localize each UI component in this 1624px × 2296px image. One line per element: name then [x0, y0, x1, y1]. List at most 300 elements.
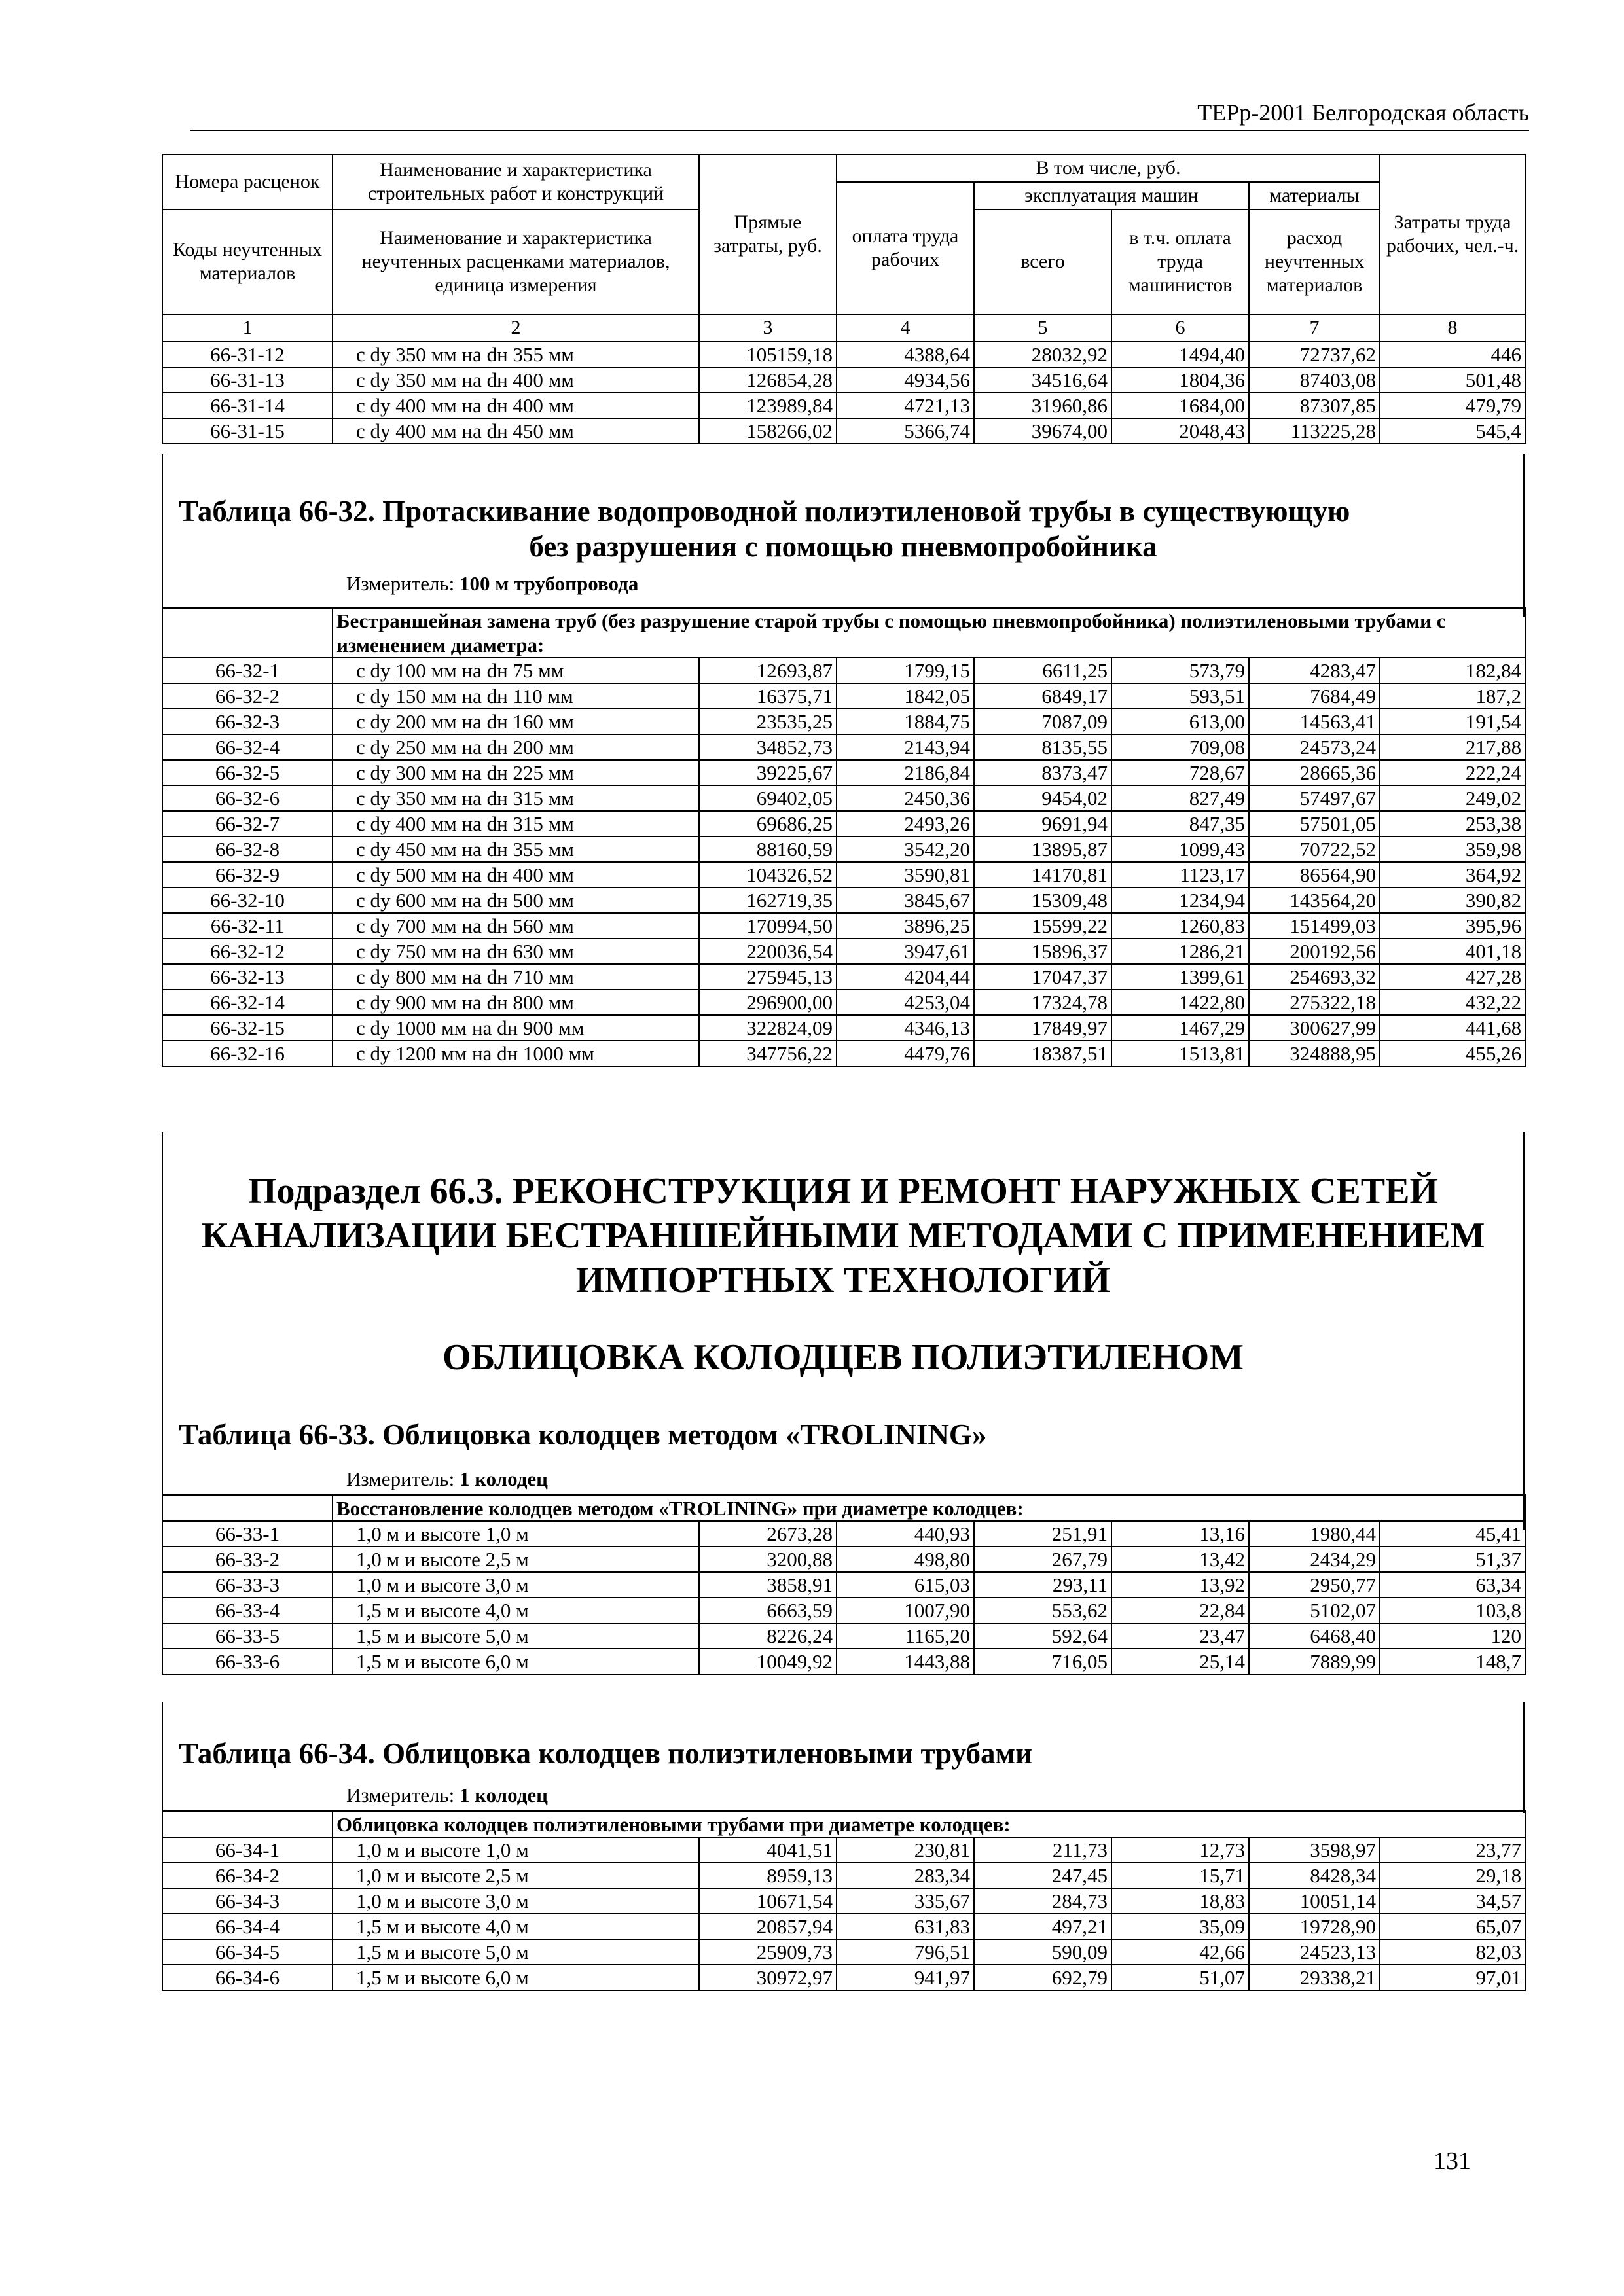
value-cell: 143564,20 — [1249, 888, 1380, 913]
rate-code-cell: 66-32-11 — [162, 913, 333, 939]
description-cell: с dу 400 мм на dн 400 мм — [333, 393, 699, 418]
value-cell: 300627,99 — [1249, 1015, 1380, 1041]
value-cell: 12693,87 — [699, 658, 837, 683]
description-cell: 1,5 м и высоте 6,0 м — [333, 1649, 699, 1674]
table-row — [162, 367, 1525, 393]
value-cell: 23535,25 — [699, 709, 837, 734]
table-66-33-title: Таблица 66-33. Облицовка колодцев методом «TROLINING» — [179, 1418, 987, 1451]
value-cell: 2186,84 — [837, 760, 974, 785]
description-cell: 1,5 м и высоте 5,0 м — [333, 1939, 699, 1965]
value-cell: 14170,81 — [974, 862, 1111, 888]
description-cell: с dу 350 мм на dн 315 мм — [333, 785, 699, 811]
value-cell: 10049,92 — [699, 1649, 837, 1674]
value-cell: 158266,02 — [699, 418, 837, 444]
value-cell: 1234,94 — [1111, 888, 1249, 913]
value-cell: 191,54 — [1380, 709, 1525, 734]
value-cell: 22,84 — [1111, 1598, 1249, 1623]
value-cell: 162719,35 — [699, 888, 837, 913]
table-66-34-measure: Измеритель: 1 колодец — [346, 1784, 549, 1806]
description-cell: с dу 1200 мм на dн 1000 мм — [333, 1041, 699, 1066]
value-cell: 3858,91 — [699, 1572, 837, 1598]
value-cell: 4479,76 — [837, 1041, 974, 1066]
value-cell: 14563,41 — [1249, 709, 1380, 734]
value-cell: 573,79 — [1111, 658, 1249, 683]
value-cell: 275945,13 — [699, 964, 837, 990]
value-cell: 4934,56 — [837, 367, 974, 393]
table-row — [162, 1939, 1525, 1965]
column-numbers-row: 1 2 3 4 5 6 7 8 — [162, 314, 1525, 342]
value-cell: 19728,90 — [1249, 1914, 1380, 1939]
value-cell: 4388,64 — [837, 342, 974, 367]
table-row — [162, 1015, 1525, 1041]
table-66-32 — [162, 607, 1526, 1067]
value-cell: 941,97 — [837, 1965, 974, 1990]
table-66-34-subheader: Облицовка колодцев полиэтиленовыми трубами при диаметре колодцев: — [333, 1811, 1525, 1837]
description-cell: 1,0 м и высоте 2,5 м — [333, 1547, 699, 1572]
value-cell: 455,26 — [1380, 1041, 1525, 1066]
description-cell: с dу 150 мм на dн 110 мм — [333, 683, 699, 709]
description-cell: с dу 400 мм на dн 315 мм — [333, 811, 699, 836]
value-cell: 293,11 — [974, 1572, 1111, 1598]
table-row — [162, 760, 1525, 785]
table-row — [162, 913, 1525, 939]
rate-code-cell: 66-34-4 — [162, 1914, 333, 1939]
rate-code-cell: 66-32-5 — [162, 760, 333, 785]
col-labor-hours: Затраты труда рабочих, чел.-ч. — [1380, 154, 1525, 314]
table-row — [162, 1965, 1525, 1990]
rate-code-cell: 66-32-9 — [162, 862, 333, 888]
value-cell: 553,62 — [974, 1598, 1111, 1623]
value-cell: 1099,43 — [1111, 836, 1249, 862]
value-cell: 211,73 — [974, 1837, 1111, 1863]
table-row — [162, 990, 1525, 1015]
value-cell: 29,18 — [1380, 1863, 1525, 1888]
value-cell: 364,92 — [1380, 862, 1525, 888]
table-row — [162, 1572, 1525, 1598]
value-cell: 29338,21 — [1249, 1965, 1380, 1990]
rate-code-cell: 66-32-8 — [162, 836, 333, 862]
value-cell: 590,09 — [974, 1939, 1111, 1965]
value-cell: 17047,37 — [974, 964, 1111, 990]
table-66-32-title-line1: Таблица 66-32. Протаскивание водопроводной полиэтиленовой трубы в существующую — [179, 495, 1350, 528]
value-cell: 87307,85 — [1249, 393, 1380, 418]
value-cell: 1804,36 — [1111, 367, 1249, 393]
table-row — [162, 734, 1525, 760]
description-cell: 1,0 м и высоте 1,0 м — [333, 1521, 699, 1547]
col-code-sub: Коды неучтенных материалов — [162, 209, 333, 314]
value-cell: 2434,29 — [1249, 1547, 1380, 1572]
value-cell: 1007,90 — [837, 1598, 974, 1623]
table-66-33 — [162, 1494, 1526, 1675]
value-cell: 1842,05 — [837, 683, 974, 709]
value-cell: 200192,56 — [1249, 939, 1380, 964]
table-66-33-measure: Измеритель: 1 колодец — [346, 1467, 549, 1490]
value-cell: 2950,77 — [1249, 1572, 1380, 1598]
table-row — [162, 683, 1525, 709]
table-row — [162, 418, 1525, 444]
value-cell: 34516,64 — [974, 367, 1111, 393]
value-cell: 15309,48 — [974, 888, 1111, 913]
section-heading: ОБЛИЦОВКА КОЛОДЦЕВ ПОЛИЭТИЛЕНОМ — [442, 1337, 1244, 1378]
rate-code-cell: 66-34-6 — [162, 1965, 333, 1990]
value-cell: 18387,51 — [974, 1041, 1111, 1066]
value-cell: 25,14 — [1111, 1649, 1249, 1674]
rate-code-cell: 66-32-12 — [162, 939, 333, 964]
rate-code-cell: 66-33-1 — [162, 1521, 333, 1547]
value-cell: 23,77 — [1380, 1837, 1525, 1863]
value-cell: 267,79 — [974, 1547, 1111, 1572]
value-cell: 10051,14 — [1249, 1888, 1380, 1914]
value-cell: 440,93 — [837, 1521, 974, 1547]
value-cell: 7889,99 — [1249, 1649, 1380, 1674]
value-cell: 253,38 — [1380, 811, 1525, 836]
value-cell: 6611,25 — [974, 658, 1111, 683]
value-cell: 23,47 — [1111, 1623, 1249, 1649]
col-machines-total: всего — [974, 209, 1111, 314]
value-cell: 20857,94 — [699, 1914, 837, 1939]
value-cell: 170994,50 — [699, 913, 837, 939]
rate-code-cell: 66-32-3 — [162, 709, 333, 734]
value-cell: 13,42 — [1111, 1547, 1249, 1572]
rate-code-cell: 66-32-16 — [162, 1041, 333, 1066]
value-cell: 497,21 — [974, 1914, 1111, 1939]
table-66-32-measure: Измеритель: 100 м трубопровода — [346, 572, 639, 595]
value-cell: 251,91 — [974, 1521, 1111, 1547]
value-cell: 324888,95 — [1249, 1041, 1380, 1066]
rate-code-cell: 66-31-13 — [162, 367, 333, 393]
value-cell: 35,09 — [1111, 1914, 1249, 1939]
value-cell: 3598,97 — [1249, 1837, 1380, 1863]
description-cell: с dу 750 мм на dн 630 мм — [333, 939, 699, 964]
value-cell: 395,96 — [1380, 913, 1525, 939]
value-cell: 427,28 — [1380, 964, 1525, 990]
table-row — [162, 1649, 1525, 1674]
description-cell: с dу 500 мм на dн 400 мм — [333, 862, 699, 888]
value-cell: 3947,61 — [837, 939, 974, 964]
value-cell: 4283,47 — [1249, 658, 1380, 683]
description-cell: с dу 700 мм на dн 560 мм — [333, 913, 699, 939]
value-cell: 4721,13 — [837, 393, 974, 418]
value-cell: 1799,15 — [837, 658, 974, 683]
table-row — [162, 1888, 1525, 1914]
rate-code-cell: 66-33-5 — [162, 1623, 333, 1649]
value-cell: 6663,59 — [699, 1598, 837, 1623]
value-cell: 796,51 — [837, 1939, 974, 1965]
value-cell: 17849,97 — [974, 1015, 1111, 1041]
value-cell: 8959,13 — [699, 1863, 837, 1888]
value-cell: 13,16 — [1111, 1521, 1249, 1547]
running-header: ТЕРр-2001 Белгородская область — [190, 98, 1529, 131]
value-cell: 501,48 — [1380, 367, 1525, 393]
value-cell: 3590,81 — [837, 862, 974, 888]
rows-66-31 — [162, 342, 1525, 444]
value-cell: 716,05 — [974, 1649, 1111, 1674]
value-cell: 1684,00 — [1111, 393, 1249, 418]
col-materials: материалы — [1249, 182, 1380, 209]
value-cell: 182,84 — [1380, 658, 1525, 683]
value-cell: 69686,25 — [699, 811, 837, 836]
description-cell: 1,0 м и высоте 2,5 м — [333, 1863, 699, 1888]
value-cell: 39674,00 — [974, 418, 1111, 444]
value-cell: 69402,05 — [699, 785, 837, 811]
value-cell: 441,68 — [1380, 1015, 1525, 1041]
value-cell: 2143,94 — [837, 734, 974, 760]
value-cell: 17324,78 — [974, 990, 1111, 1015]
rate-code-cell: 66-34-5 — [162, 1939, 333, 1965]
value-cell: 631,83 — [837, 1914, 974, 1939]
value-cell: 1422,80 — [1111, 990, 1249, 1015]
value-cell: 57501,05 — [1249, 811, 1380, 836]
rows-66-34 — [162, 1837, 1525, 1990]
value-cell: 217,88 — [1380, 734, 1525, 760]
page-number: 131 — [1434, 2147, 1471, 2175]
value-cell: 88160,59 — [699, 836, 837, 862]
value-cell: 42,66 — [1111, 1939, 1249, 1965]
value-cell: 16375,71 — [699, 683, 837, 709]
value-cell: 498,80 — [837, 1547, 974, 1572]
rows-66-32 — [162, 658, 1525, 1066]
value-cell: 70722,52 — [1249, 836, 1380, 862]
value-cell: 86564,90 — [1249, 862, 1380, 888]
value-cell: 254693,32 — [1249, 964, 1380, 990]
value-cell: 31960,86 — [974, 393, 1111, 418]
value-cell: 5102,07 — [1249, 1598, 1380, 1623]
value-cell: 1467,29 — [1111, 1015, 1249, 1041]
value-cell: 2450,36 — [837, 785, 974, 811]
value-cell: 8428,34 — [1249, 1863, 1380, 1888]
value-cell: 335,67 — [837, 1888, 974, 1914]
value-cell: 57497,67 — [1249, 785, 1380, 811]
table-row — [162, 1547, 1525, 1572]
value-cell: 6849,17 — [974, 683, 1111, 709]
description-cell: с dу 350 мм на dн 355 мм — [333, 342, 699, 367]
description-cell: с dу 450 мм на dн 355 мм — [333, 836, 699, 862]
value-cell: 359,98 — [1380, 836, 1525, 862]
value-cell: 120 — [1380, 1623, 1525, 1649]
value-cell: 2048,43 — [1111, 418, 1249, 444]
table-row — [162, 862, 1525, 888]
description-cell: 1,5 м и высоте 5,0 м — [333, 1623, 699, 1649]
table-66-33-subheader: Восстановление колодцев методом «TROLINING» при диаметре колодцев: — [333, 1495, 1525, 1521]
value-cell: 222,24 — [1380, 760, 1525, 785]
rate-code-cell: 66-31-14 — [162, 393, 333, 418]
table-row — [162, 1521, 1525, 1547]
value-cell: 1494,40 — [1111, 342, 1249, 367]
value-cell: 28665,36 — [1249, 760, 1380, 785]
value-cell: 51,37 — [1380, 1547, 1525, 1572]
table-row — [162, 342, 1525, 367]
table-row — [162, 1837, 1525, 1863]
table-66-34-title: Таблица 66-34. Облицовка колодцев полиэтиленовыми трубами — [179, 1737, 1033, 1770]
value-cell: 148,7 — [1380, 1649, 1525, 1674]
value-cell: 1884,75 — [837, 709, 974, 734]
value-cell: 12,73 — [1111, 1837, 1249, 1863]
subsection-line2: КАНАЛИЗАЦИИ БЕСТРАНШЕЙНЫМИ МЕТОДАМИ С ПРИМЕНЕНИЕМ — [201, 1215, 1485, 1256]
description-cell: с dу 1000 мм на dн 900 мм — [333, 1015, 699, 1041]
value-cell: 13,92 — [1111, 1572, 1249, 1598]
value-cell: 8373,47 — [974, 760, 1111, 785]
value-cell: 545,4 — [1380, 418, 1525, 444]
value-cell: 30972,97 — [699, 1965, 837, 1990]
value-cell: 7684,49 — [1249, 683, 1380, 709]
value-cell: 4041,51 — [699, 1837, 837, 1863]
table-row — [162, 888, 1525, 913]
value-cell: 9454,02 — [974, 785, 1111, 811]
description-cell: 1,5 м и высоте 4,0 м — [333, 1914, 699, 1939]
description-cell: с dу 200 мм на dн 160 мм — [333, 709, 699, 734]
table-66-32-heading — [162, 454, 1525, 617]
rate-code-cell: 66-34-3 — [162, 1888, 333, 1914]
col-machines: эксплуатация машин — [974, 182, 1249, 209]
value-cell: 9691,94 — [974, 811, 1111, 836]
value-cell: 105159,18 — [699, 342, 837, 367]
value-cell: 390,82 — [1380, 888, 1525, 913]
col-code: Номера расценок — [162, 154, 333, 209]
description-cell: с dу 250 мм на dн 200 мм — [333, 734, 699, 760]
value-cell: 7087,09 — [974, 709, 1111, 734]
table-66-32-title-line2: без разрушения с помощью пневмопробойника — [529, 530, 1157, 563]
value-cell: 3845,67 — [837, 888, 974, 913]
rate-code-cell: 66-32-2 — [162, 683, 333, 709]
subsection-heading — [162, 1132, 1525, 1530]
description-cell: 1,5 м и высоте 6,0 м — [333, 1965, 699, 1990]
rate-code-cell: 66-32-13 — [162, 964, 333, 990]
value-cell: 4204,44 — [837, 964, 974, 990]
value-cell: 692,79 — [974, 1965, 1111, 1990]
value-cell: 187,2 — [1380, 683, 1525, 709]
value-cell: 592,64 — [974, 1623, 1111, 1649]
table-row — [162, 658, 1525, 683]
value-cell: 401,18 — [1380, 939, 1525, 964]
value-cell: 113225,28 — [1249, 418, 1380, 444]
value-cell: 126854,28 — [699, 367, 837, 393]
value-cell: 123989,84 — [699, 393, 837, 418]
table-row — [162, 1598, 1525, 1623]
value-cell: 446 — [1380, 342, 1525, 367]
value-cell: 65,07 — [1380, 1914, 1525, 1939]
value-cell: 2493,26 — [837, 811, 974, 836]
value-cell: 847,35 — [1111, 811, 1249, 836]
description-cell: с dу 600 мм на dн 500 мм — [333, 888, 699, 913]
value-cell: 51,07 — [1111, 1965, 1249, 1990]
value-cell: 13895,87 — [974, 836, 1111, 862]
table-row — [162, 811, 1525, 836]
value-cell: 6468,40 — [1249, 1623, 1380, 1649]
rate-code-cell: 66-32-7 — [162, 811, 333, 836]
value-cell: 82,03 — [1380, 1939, 1525, 1965]
rate-code-cell: 66-32-10 — [162, 888, 333, 913]
col-direct: Прямые затраты, руб. — [699, 154, 837, 314]
value-cell: 18,83 — [1111, 1888, 1249, 1914]
table-row — [162, 393, 1525, 418]
col-including: В том числе, руб. — [837, 154, 1380, 182]
value-cell: 28032,92 — [974, 342, 1111, 367]
value-cell: 615,03 — [837, 1572, 974, 1598]
table-row — [162, 785, 1525, 811]
description-cell: с dу 300 мм на dн 225 мм — [333, 760, 699, 785]
table-row — [162, 964, 1525, 990]
rate-code-cell: 66-33-6 — [162, 1649, 333, 1674]
value-cell: 8135,55 — [974, 734, 1111, 760]
col-name-sub: Наименование и характеристика неучтенных расценками материалов, единица измерения — [333, 209, 699, 314]
value-cell: 479,79 — [1380, 393, 1525, 418]
description-cell: с dу 100 мм на dн 75 мм — [333, 658, 699, 683]
col-labor: оплата труда рабочих — [837, 182, 974, 314]
table-row — [162, 836, 1525, 862]
value-cell: 1443,88 — [837, 1649, 974, 1674]
value-cell: 728,67 — [1111, 760, 1249, 785]
value-cell: 284,73 — [974, 1888, 1111, 1914]
rate-code-cell: 66-32-6 — [162, 785, 333, 811]
price-table-header — [162, 154, 1526, 444]
value-cell: 3542,20 — [837, 836, 974, 862]
value-cell: 4253,04 — [837, 990, 974, 1015]
rate-code-cell: 66-33-2 — [162, 1547, 333, 1572]
value-cell: 72737,62 — [1249, 342, 1380, 367]
value-cell: 15896,37 — [974, 939, 1111, 964]
description-cell: 1,0 м и высоте 3,0 м — [333, 1572, 699, 1598]
table-row — [162, 1863, 1525, 1888]
description-cell: 1,0 м и высоте 3,0 м — [333, 1888, 699, 1914]
description-cell: 1,0 м и высоте 1,0 м — [333, 1837, 699, 1863]
value-cell: 322824,09 — [699, 1015, 837, 1041]
value-cell: 347756,22 — [699, 1041, 837, 1066]
value-cell: 230,81 — [837, 1837, 974, 1863]
value-cell: 8226,24 — [699, 1623, 837, 1649]
value-cell: 3200,88 — [699, 1547, 837, 1572]
value-cell: 151499,03 — [1249, 913, 1380, 939]
value-cell: 45,41 — [1380, 1521, 1525, 1547]
value-cell: 1399,61 — [1111, 964, 1249, 990]
value-cell: 247,45 — [974, 1863, 1111, 1888]
rate-code-cell: 66-33-4 — [162, 1598, 333, 1623]
value-cell: 1165,20 — [837, 1623, 974, 1649]
value-cell: 5366,74 — [837, 418, 974, 444]
value-cell: 249,02 — [1380, 785, 1525, 811]
table-66-34 — [162, 1810, 1526, 1991]
rate-code-cell: 66-31-15 — [162, 418, 333, 444]
value-cell: 24523,13 — [1249, 1939, 1380, 1965]
value-cell: 104326,52 — [699, 862, 837, 888]
table-row — [162, 1914, 1525, 1939]
value-cell: 709,08 — [1111, 734, 1249, 760]
value-cell: 4346,13 — [837, 1015, 974, 1041]
value-cell: 103,8 — [1380, 1598, 1525, 1623]
value-cell: 15599,22 — [974, 913, 1111, 939]
col-materials-sub: расход неучтенных материалов — [1249, 209, 1380, 314]
description-cell: 1,5 м и высоте 4,0 м — [333, 1598, 699, 1623]
value-cell: 34852,73 — [699, 734, 837, 760]
table-66-32-subheader: Бестраншейная замена труб (без разрушение старой трубы с помощью пневмопробойника) полиэтиленовыми трубами с изменением диаметра: — [333, 608, 1525, 658]
value-cell: 283,34 — [837, 1863, 974, 1888]
value-cell: 25909,73 — [699, 1939, 837, 1965]
value-cell: 432,22 — [1380, 990, 1525, 1015]
value-cell: 2673,28 — [699, 1521, 837, 1547]
rows-66-33 — [162, 1521, 1525, 1674]
subsection-line3: ИМПОРТНЫХ ТЕХНОЛОГИЙ — [575, 1260, 1111, 1300]
value-cell: 613,00 — [1111, 709, 1249, 734]
value-cell: 39225,67 — [699, 760, 837, 785]
value-cell: 593,51 — [1111, 683, 1249, 709]
value-cell: 275322,18 — [1249, 990, 1380, 1015]
col-machines-wages: в т.ч. оплата труда машинистов — [1111, 209, 1249, 314]
subsection-line1: Подраздел 66.3. РЕКОНСТРУКЦИЯ И РЕМОНТ НАРУЖНЫХ СЕТЕЙ — [247, 1171, 1439, 1211]
table-row — [162, 709, 1525, 734]
rate-code-cell: 66-33-3 — [162, 1572, 333, 1598]
value-cell: 1513,81 — [1111, 1041, 1249, 1066]
value-cell: 1260,83 — [1111, 913, 1249, 939]
table-row — [162, 1623, 1525, 1649]
